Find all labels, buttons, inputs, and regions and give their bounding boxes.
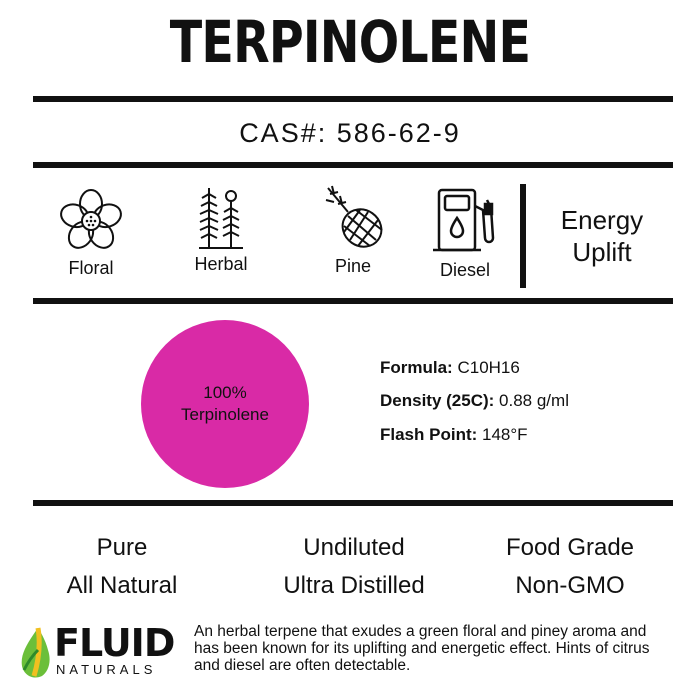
effect-line: Uplift [572,237,632,267]
claim-line: Pure [96,534,148,561]
property-flash-point [380,425,528,445]
cas-number: CAS#: 586-62-9 [239,118,461,148]
effect-line: Energy [560,205,644,235]
pinecone-icon [320,182,386,252]
effect-text [532,204,672,268]
divider [33,96,673,102]
claim-food-grade [460,529,680,605]
claim-pure [12,529,232,605]
claim-line: Ultra Distilled [283,572,425,599]
property-label: Density (25C): [380,391,495,410]
product-description: An herbal terpene that exudes a green floral and piney aroma and has been known for its uplifting and energetic effect. Hints of citrus and diesel are often detectable. [194,623,650,674]
aroma-herbal [166,184,276,275]
brand-subtitle: NATURALS [56,662,157,677]
aroma-floral [36,188,146,279]
leaf-drop-icon [18,626,54,680]
divider [33,298,673,304]
divider [33,500,673,506]
property-formula [380,358,520,378]
property-value: C10H16 [457,358,520,377]
aroma-diesel [410,186,520,281]
herb-icon [191,184,251,250]
claim-line: Food Grade [505,534,635,561]
claim-undiluted [244,529,464,605]
aroma-label: Diesel [439,260,491,280]
flower-icon [58,188,124,254]
property-value: 148°F [482,425,528,444]
divider-vertical [520,184,526,288]
fuel-pump-icon [433,186,497,256]
composition-percent: 100% [203,383,247,402]
brand-name: FLUID [54,621,175,665]
composition-label [141,382,309,426]
property-value: 0.88 g/ml [499,391,569,410]
divider [33,162,673,168]
composition-name: Terpinolene [181,405,269,424]
property-label: Flash Point: [380,425,478,444]
aroma-pine [298,182,408,277]
product-title: TERPINOLENE [169,8,531,76]
property-density [380,391,569,411]
claim-line: Non-GMO [515,572,625,599]
aroma-label: Pine [334,256,372,276]
claim-line: All Natural [66,572,178,599]
claim-line: Undiluted [303,534,405,561]
property-label: Formula: [380,358,453,377]
aroma-label: Floral [68,258,114,278]
aroma-label: Herbal [194,254,248,274]
